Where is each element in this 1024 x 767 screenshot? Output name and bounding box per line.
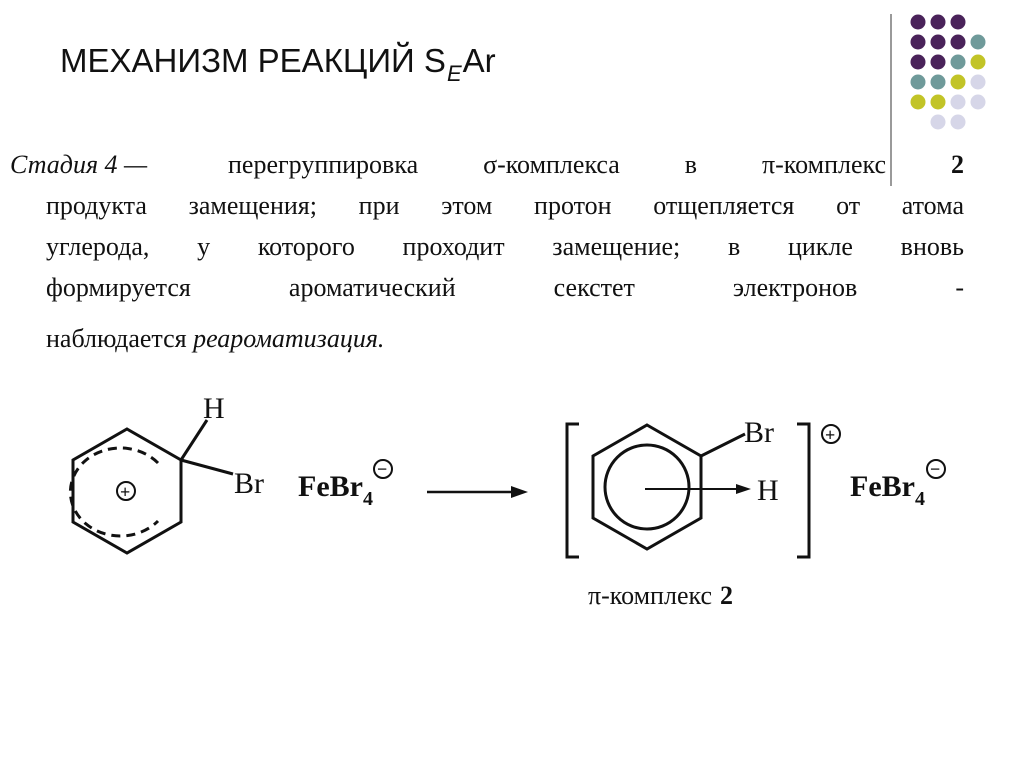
sigma-h-label: H [203, 392, 225, 425]
title-tail: Ar [462, 42, 496, 79]
line4-text: формируется ароматический секстет электронов - [46, 273, 964, 302]
line5-text: наблюдается [46, 324, 194, 353]
c-h-bond [181, 420, 207, 460]
sigma-br-label: Br [234, 467, 264, 500]
sigma-delocalization-arc [70, 448, 158, 536]
h-migration-arrowhead [736, 484, 751, 494]
pi-br-label: Br [744, 416, 774, 449]
pi-aromatic-circle [605, 445, 689, 529]
c-br-bond [181, 460, 233, 474]
rearomatization-term: реароматизация. [193, 324, 385, 353]
complex-number: 2 [951, 150, 965, 179]
bracket-charge: + [825, 425, 836, 445]
line2-text: продукта замещения; при этом протон отщепляется от атома [46, 191, 964, 220]
sigma-complex [70, 420, 233, 553]
right-bracket [797, 424, 809, 557]
line3-text: углерода, у которого проходит замещение; в цикле вновь [46, 232, 964, 261]
left-counterion-charge: − [377, 459, 388, 479]
pi-h-label: H [757, 474, 779, 507]
title-main: МЕХАНИЗМ РЕАКЦИЙ S [60, 42, 446, 79]
stage-label: Стадия 4 — [10, 150, 148, 179]
reaction-arrowhead [511, 486, 528, 498]
line1-text: перегруппировка σ-комплекса в π-комплекс [228, 150, 887, 179]
sigma-charge: + [120, 482, 131, 502]
pi-complex-caption: π-комплекс 2 [588, 581, 734, 610]
c-br-bond-pi [701, 434, 745, 456]
left-bracket [567, 424, 579, 557]
left-counterion: FeBr$_4$ [298, 470, 373, 510]
right-counterion-charge: − [930, 459, 941, 479]
right-counterion: FeBr$_4$ [850, 470, 925, 510]
title-subscript: E [446, 61, 462, 86]
